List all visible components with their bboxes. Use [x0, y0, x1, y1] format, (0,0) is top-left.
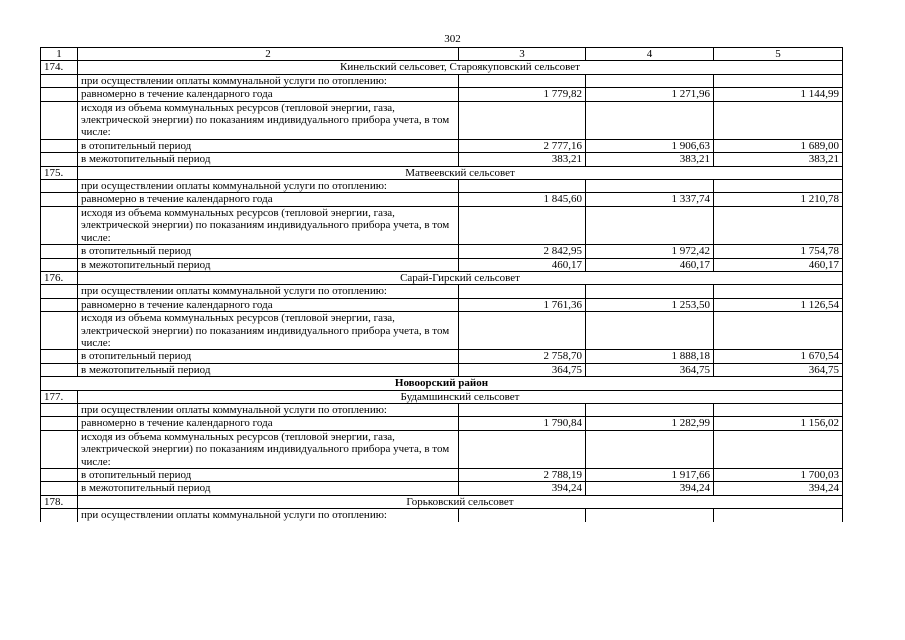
section-title-row [41, 390, 843, 403]
table-row [41, 298, 843, 311]
empty-cell [586, 101, 714, 139]
heating-period-label: в отопительный период [78, 469, 459, 482]
empty-cell [714, 206, 843, 244]
empty-cell [714, 430, 843, 468]
heating-payment-label: при осуществлении оплаты коммунальной услуги по отоплению: [78, 180, 459, 193]
section-title: Матвеевский сельсовет [78, 166, 843, 179]
row-number: 175. [41, 166, 78, 179]
value-cell: 2 842,95 [459, 245, 586, 258]
empty-cell [41, 139, 78, 152]
table-row [41, 193, 843, 206]
section-title-row [41, 271, 843, 284]
empty-cell [714, 180, 843, 193]
value-cell: 1 700,03 [714, 469, 843, 482]
empty-cell [586, 403, 714, 416]
heating-period-label: в отопительный период [78, 350, 459, 363]
value-cell: 1 906,63 [586, 139, 714, 152]
table-row [41, 245, 843, 258]
empty-cell [41, 74, 78, 87]
table-row [41, 417, 843, 430]
empty-cell [41, 350, 78, 363]
empty-cell [41, 469, 78, 482]
table-row [41, 403, 843, 416]
empty-cell [41, 245, 78, 258]
empty-cell [41, 193, 78, 206]
empty-cell [41, 509, 78, 522]
empty-cell [586, 509, 714, 522]
empty-cell [41, 417, 78, 430]
empty-cell [586, 180, 714, 193]
empty-cell [41, 430, 78, 468]
header-col-1: 1 [41, 48, 78, 61]
value-cell: 460,17 [714, 258, 843, 271]
value-cell: 1 126,54 [714, 298, 843, 311]
value-cell: 383,21 [714, 153, 843, 166]
value-cell: 394,24 [586, 482, 714, 495]
section-title: Будамшинский сельсовет [78, 390, 843, 403]
evenly-label: равномерно в течение календарного года [78, 417, 459, 430]
value-cell: 1 144,99 [714, 88, 843, 101]
empty-cell [586, 206, 714, 244]
section-title: Сарай-Гирский сельсовет [78, 271, 843, 284]
empty-cell [41, 206, 78, 244]
value-cell: 2 777,16 [459, 139, 586, 152]
value-cell: 1 282,99 [586, 417, 714, 430]
table-row [41, 139, 843, 152]
empty-cell [41, 312, 78, 350]
empty-cell [41, 285, 78, 298]
empty-cell [41, 153, 78, 166]
value-cell: 394,24 [714, 482, 843, 495]
heating-payment-label: при осуществлении оплаты коммунальной услуги по отоплению: [78, 509, 459, 522]
empty-cell [459, 285, 586, 298]
empty-cell [714, 509, 843, 522]
empty-cell [714, 101, 843, 139]
table-row [41, 469, 843, 482]
table-row [41, 153, 843, 166]
empty-cell [459, 101, 586, 139]
value-cell: 1 210,78 [714, 193, 843, 206]
by-meter-label: исходя из объема коммунальных ресурсов (тепловой энергии, газа, электрической энергии) по показаниям индивидуального прибора учета, в том числе: [78, 430, 459, 468]
evenly-label: равномерно в течение календарного года [78, 88, 459, 101]
value-cell: 364,75 [459, 363, 586, 376]
row-number: 176. [41, 271, 78, 284]
empty-cell [459, 509, 586, 522]
empty-cell [459, 74, 586, 87]
value-cell: 1 754,78 [714, 245, 843, 258]
table-row [41, 430, 843, 468]
value-cell: 364,75 [586, 363, 714, 376]
evenly-label: равномерно в течение календарного года [78, 193, 459, 206]
section-title-row [41, 166, 843, 179]
empty-cell [459, 403, 586, 416]
table-row [41, 101, 843, 139]
heating-period-label: в отопительный период [78, 139, 459, 152]
row-number: 177. [41, 390, 78, 403]
non-heating-period-label: в межотопительный период [78, 258, 459, 271]
section-title-row [41, 61, 843, 74]
table-row [41, 88, 843, 101]
value-cell: 1 888,18 [586, 350, 714, 363]
table-row [41, 180, 843, 193]
value-cell: 1 253,50 [586, 298, 714, 311]
empty-cell [41, 363, 78, 376]
value-cell: 2 758,70 [459, 350, 586, 363]
table-row [41, 74, 843, 87]
heating-payment-label: при осуществлении оплаты коммунальной услуги по отоплению: [78, 74, 459, 87]
value-cell: 460,17 [459, 258, 586, 271]
value-cell: 383,21 [459, 153, 586, 166]
value-cell: 1 790,84 [459, 417, 586, 430]
empty-cell [459, 312, 586, 350]
by-meter-label: исходя из объема коммунальных ресурсов (тепловой энергии, газа, электрической энергии) по показаниям индивидуального прибора учета, в том числе: [78, 312, 459, 350]
district-heading: Новоорский район [41, 377, 843, 390]
heating-payment-label: при осуществлении оплаты коммунальной услуги по отоплению: [78, 403, 459, 416]
value-cell: 1 761,36 [459, 298, 586, 311]
value-cell: 1 670,54 [714, 350, 843, 363]
empty-cell [459, 206, 586, 244]
section-title: Горьковский сельсовет [78, 495, 843, 508]
value-cell: 364,75 [714, 363, 843, 376]
table-row [41, 285, 843, 298]
page-number: 302 [444, 33, 461, 45]
non-heating-period-label: в межотопительный период [78, 482, 459, 495]
empty-cell [714, 285, 843, 298]
empty-cell [41, 403, 78, 416]
empty-cell [586, 312, 714, 350]
table-row [41, 509, 843, 522]
table-row [41, 363, 843, 376]
non-heating-period-label: в межотопительный период [78, 363, 459, 376]
header-row [41, 48, 843, 61]
value-cell: 2 788,19 [459, 469, 586, 482]
table-row [41, 482, 843, 495]
value-cell: 1 689,00 [714, 139, 843, 152]
header-col-3: 3 [459, 48, 586, 61]
value-cell: 1 337,74 [586, 193, 714, 206]
tariff-table [40, 47, 843, 522]
by-meter-label: исходя из объема коммунальных ресурсов (тепловой энергии, газа, электрической энергии) по показаниям индивидуального прибора учета, в том числе: [78, 101, 459, 139]
table-row [41, 258, 843, 271]
section-title-row [41, 495, 843, 508]
empty-cell [586, 285, 714, 298]
non-heating-period-label: в межотопительный период [78, 153, 459, 166]
value-cell: 460,17 [586, 258, 714, 271]
empty-cell [459, 430, 586, 468]
district-row [41, 377, 843, 390]
value-cell: 1 845,60 [459, 193, 586, 206]
header-col-2: 2 [78, 48, 459, 61]
empty-cell [586, 74, 714, 87]
heating-period-label: в отопительный период [78, 245, 459, 258]
row-number: 174. [41, 61, 78, 74]
header-col-5: 5 [714, 48, 843, 61]
by-meter-label: исходя из объема коммунальных ресурсов (тепловой энергии, газа, электрической энергии) по показаниям индивидуального прибора учета, в том числе: [78, 206, 459, 244]
empty-cell [41, 88, 78, 101]
empty-cell [41, 298, 78, 311]
empty-cell [459, 180, 586, 193]
empty-cell [41, 180, 78, 193]
table-row [41, 206, 843, 244]
value-cell: 394,24 [459, 482, 586, 495]
value-cell: 383,21 [586, 153, 714, 166]
empty-cell [41, 482, 78, 495]
empty-cell [586, 430, 714, 468]
empty-cell [714, 403, 843, 416]
empty-cell [41, 258, 78, 271]
value-cell: 1 779,82 [459, 88, 586, 101]
empty-cell [714, 312, 843, 350]
table-row [41, 312, 843, 350]
heating-payment-label: при осуществлении оплаты коммунальной услуги по отоплению: [78, 285, 459, 298]
empty-cell [714, 74, 843, 87]
value-cell: 1 156,02 [714, 417, 843, 430]
value-cell: 1 271,96 [586, 88, 714, 101]
value-cell: 1 917,66 [586, 469, 714, 482]
empty-cell [41, 101, 78, 139]
table-row [41, 350, 843, 363]
evenly-label: равномерно в течение календарного года [78, 298, 459, 311]
value-cell: 1 972,42 [586, 245, 714, 258]
section-title: Кинельский сельсовет, Староякуповский сельсовет [78, 61, 843, 74]
header-col-4: 4 [586, 48, 714, 61]
row-number: 178. [41, 495, 78, 508]
